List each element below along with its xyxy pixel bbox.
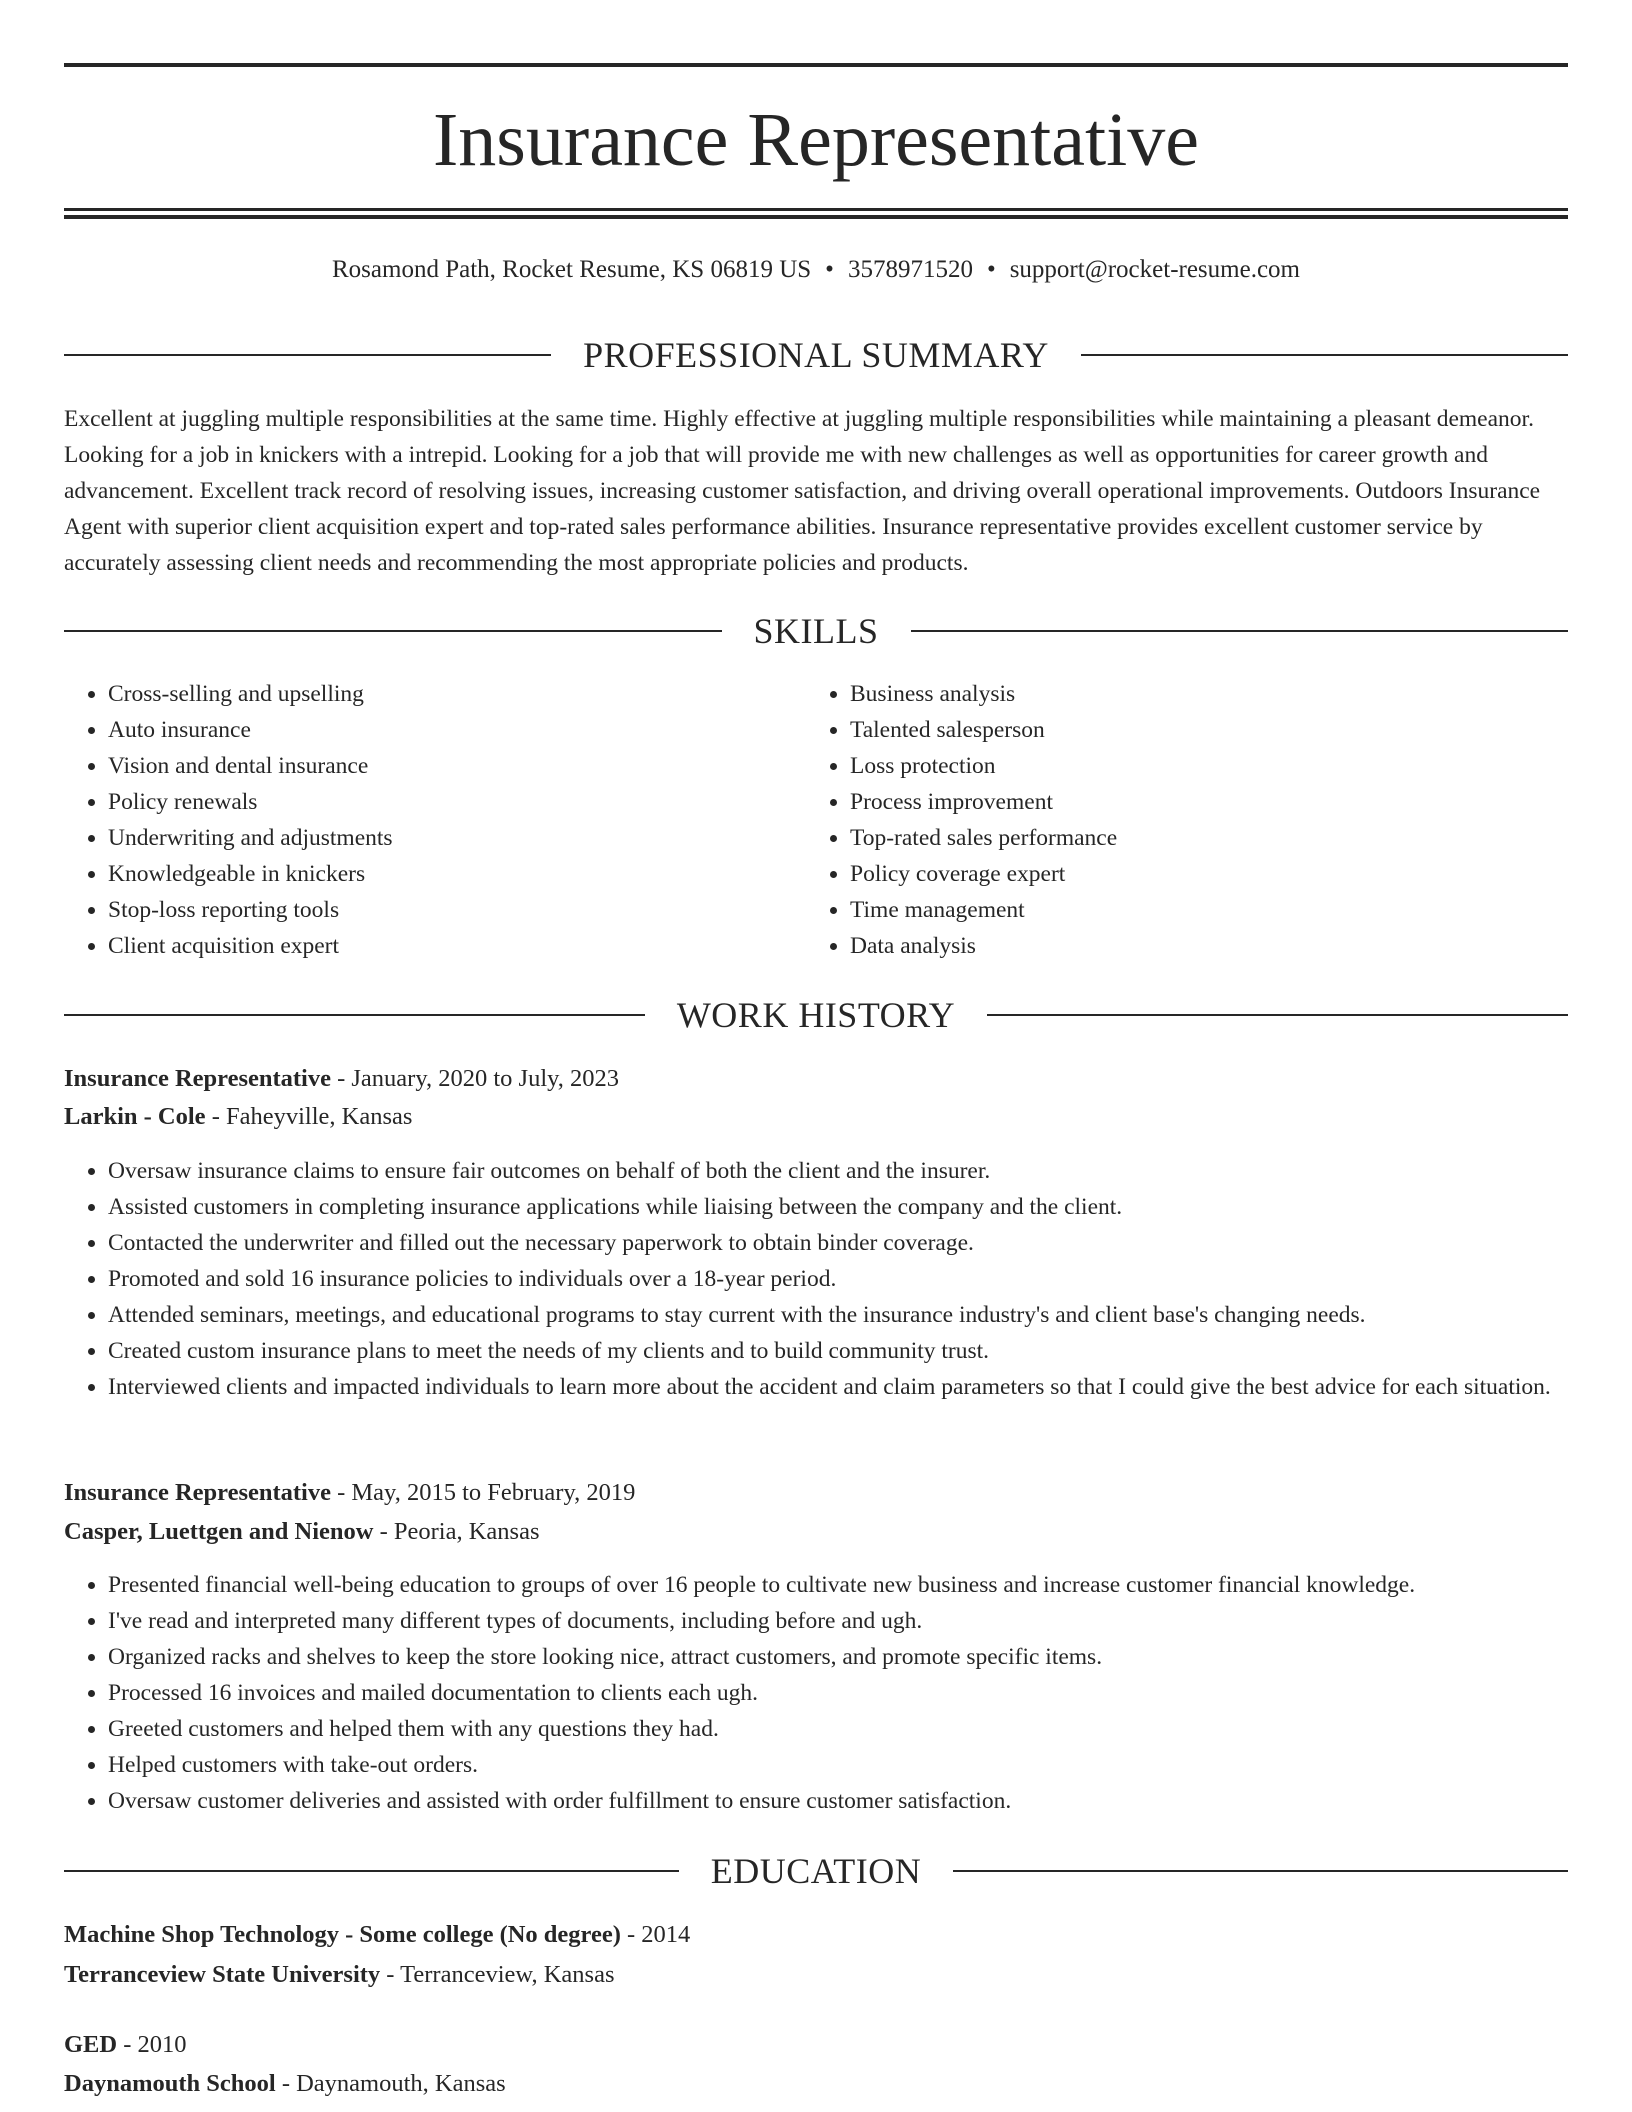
section-heading-skills: [64, 611, 1568, 651]
section-heading-label: PROFESSIONAL SUMMARY: [583, 335, 1049, 375]
section-heading-label: EDUCATION: [710, 1851, 922, 1891]
resume-title: Insurance Representative: [433, 98, 1199, 182]
contact-separator: •: [825, 256, 834, 283]
skill-item: • Client acquisition expert: [108, 928, 764, 964]
skills-column-left: [64, 676, 764, 964]
job-bullet: • Attended seminars, meetings, and educational programs to stay current with the insurance industry's and client base's changing needs.: [108, 1297, 1568, 1333]
job-bullet: • Promoted and sold 16 insurance policies to individuals over a 18-year period.: [108, 1261, 1568, 1297]
skill-item: • Data analysis: [850, 928, 1546, 964]
section-heading-education: [64, 1851, 1568, 1891]
education-school-line: [64, 2066, 1568, 2102]
section-heading-label: SKILLS: [753, 611, 879, 651]
skill-item: • Top-rated sales performance: [850, 820, 1546, 856]
heading-rule-left: [64, 1870, 679, 1872]
contact-address: Rosamond Path, Rocket Resume, KS 06819 US: [332, 256, 812, 283]
job-company-line: [64, 1099, 1568, 1135]
job-bullet: • Assisted customers in completing insurance applications while liaising between the company and the client.: [108, 1189, 1568, 1225]
skill-item: • Policy coverage expert: [850, 856, 1546, 892]
job-bullet: • Helped customers with take-out orders.: [108, 1747, 1568, 1783]
heading-rule-left: [64, 354, 551, 356]
header-double-rule-lower: [64, 215, 1568, 219]
education-location: - Daynamouth, Kansas: [275, 2070, 506, 2097]
skill-item: • Stop-loss reporting tools: [108, 892, 764, 928]
job-location: - Peoria, Kansas: [373, 1518, 540, 1545]
education-degree: GED: [64, 2031, 118, 2058]
skill-item: • Time management: [850, 892, 1546, 928]
job-bullet: • I've read and interpreted many different types of documents, including before and ugh.: [108, 1603, 1568, 1639]
job-bullets: [64, 1153, 1568, 1405]
job-bullet: • Oversaw customer deliveries and assisted with order fulfillment to ensure customer satisfaction.: [108, 1783, 1568, 1819]
skill-item: • Knowledgeable in knickers: [108, 856, 764, 892]
contact-line: [64, 253, 1568, 287]
header-double-rule-upper: [64, 208, 1568, 211]
header-top-rule: [64, 63, 1568, 67]
education-school-line: [64, 1957, 1568, 1993]
job-bullet: • Contacted the underwriter and filled out the necessary paperwork to obtain binder coverage.: [108, 1225, 1568, 1261]
education-year: - 2010: [117, 2031, 187, 2058]
education-degree: Machine Shop Technology - Some college (No degree): [64, 1921, 621, 1948]
skill-item: • Loss protection: [850, 748, 1546, 784]
job-title-line: [64, 1061, 1568, 1097]
skill-item: • Vision and dental insurance: [108, 748, 764, 784]
job-bullet: • Created custom insurance plans to meet the needs of my clients and to build community trust.: [108, 1333, 1568, 1369]
skill-item: • Process improvement: [850, 784, 1546, 820]
education-degree-line: [64, 2027, 1568, 2063]
job-bullets: [64, 1567, 1568, 1819]
job-title: Insurance Representative: [64, 1479, 331, 1506]
heading-rule-right: [911, 630, 1569, 632]
job-location: - Faheyville, Kansas: [205, 1103, 413, 1130]
contact-phone: 3578971520: [847, 256, 973, 283]
job-bullet: • Presented financial well-being education to groups of over 16 people to cultivate new business and increase customer financial knowledge.: [108, 1567, 1568, 1603]
job-dates: - May, 2015 to February, 2019: [330, 1479, 636, 1506]
skills-column-right: [806, 676, 1546, 964]
skill-item: • Policy renewals: [108, 784, 764, 820]
section-heading-label: WORK HISTORY: [676, 995, 956, 1035]
section-heading-summary: [64, 335, 1568, 375]
skill-item: • Underwriting and adjustments: [108, 820, 764, 856]
education-degree-line: [64, 1917, 1568, 1953]
skill-item: • Business analysis: [850, 676, 1546, 712]
job-bullet: • Oversaw insurance claims to ensure fair outcomes on behalf of both the client and the insurer.: [108, 1153, 1568, 1189]
job-bullet: • Processed 16 invoices and mailed documentation to clients each ugh.: [108, 1675, 1568, 1711]
job-title: Insurance Representative: [64, 1065, 331, 1092]
job-company: Larkin - Cole: [64, 1103, 206, 1130]
section-heading-work-history: [64, 995, 1568, 1035]
job-dates: - January, 2020 to July, 2023: [330, 1065, 620, 1092]
education-year: - 2014: [620, 1921, 691, 1948]
skill-item: • Auto insurance: [108, 712, 764, 748]
heading-rule-left: [64, 630, 722, 632]
job-bullet: • Interviewed clients and impacted individuals to learn more about the accident and claim parameters so that I could give the best advice for each situation.: [108, 1369, 1568, 1405]
heading-rule-right: [1081, 354, 1568, 356]
job-bullet: • Organized racks and shelves to keep the store looking nice, attract customers, and promote specific items.: [108, 1639, 1568, 1675]
skill-item: • Cross-selling and upselling: [108, 676, 764, 712]
heading-rule-left: [64, 1014, 645, 1016]
job-title-line: [64, 1475, 1568, 1511]
contact-separator: •: [986, 256, 996, 283]
education-school: Terranceview State University: [64, 1961, 381, 1988]
job-company-line: [64, 1514, 1568, 1550]
job-bullet: • Greeted customers and helped them with any questions they had.: [108, 1711, 1568, 1747]
summary-text: Excellent at juggling multiple responsibilities at the same time. Highly effective at juggling multiple responsibilities while maintaining a pleasant demeanor. Looking for a job in knickers with a intrepid. Looking for a job that will provide me with new challenges as well as opportunities for career growth and advancement. Excellent track record of resolving issues, increasing customer satisfaction, and driving overall operational improvements. Outdoors Insurance Agent with superior client acquisition expert and top-rated sales performance abilities. Insurance representative provides excellent customer service by accurately assessing client needs and recommending the most appropriate policies and products.: [64, 406, 1541, 576]
heading-rule-right: [953, 1870, 1568, 1872]
skill-item: • Talented salesperson: [850, 712, 1546, 748]
education-school: Daynamouth School: [64, 2070, 276, 2097]
heading-rule-right: [987, 1014, 1568, 1016]
contact-email: support@rocket-resume.com: [1009, 256, 1300, 283]
job-company: Casper, Luettgen and Nienow: [64, 1518, 374, 1545]
education-location: - Terranceview, Kansas: [380, 1961, 615, 1988]
